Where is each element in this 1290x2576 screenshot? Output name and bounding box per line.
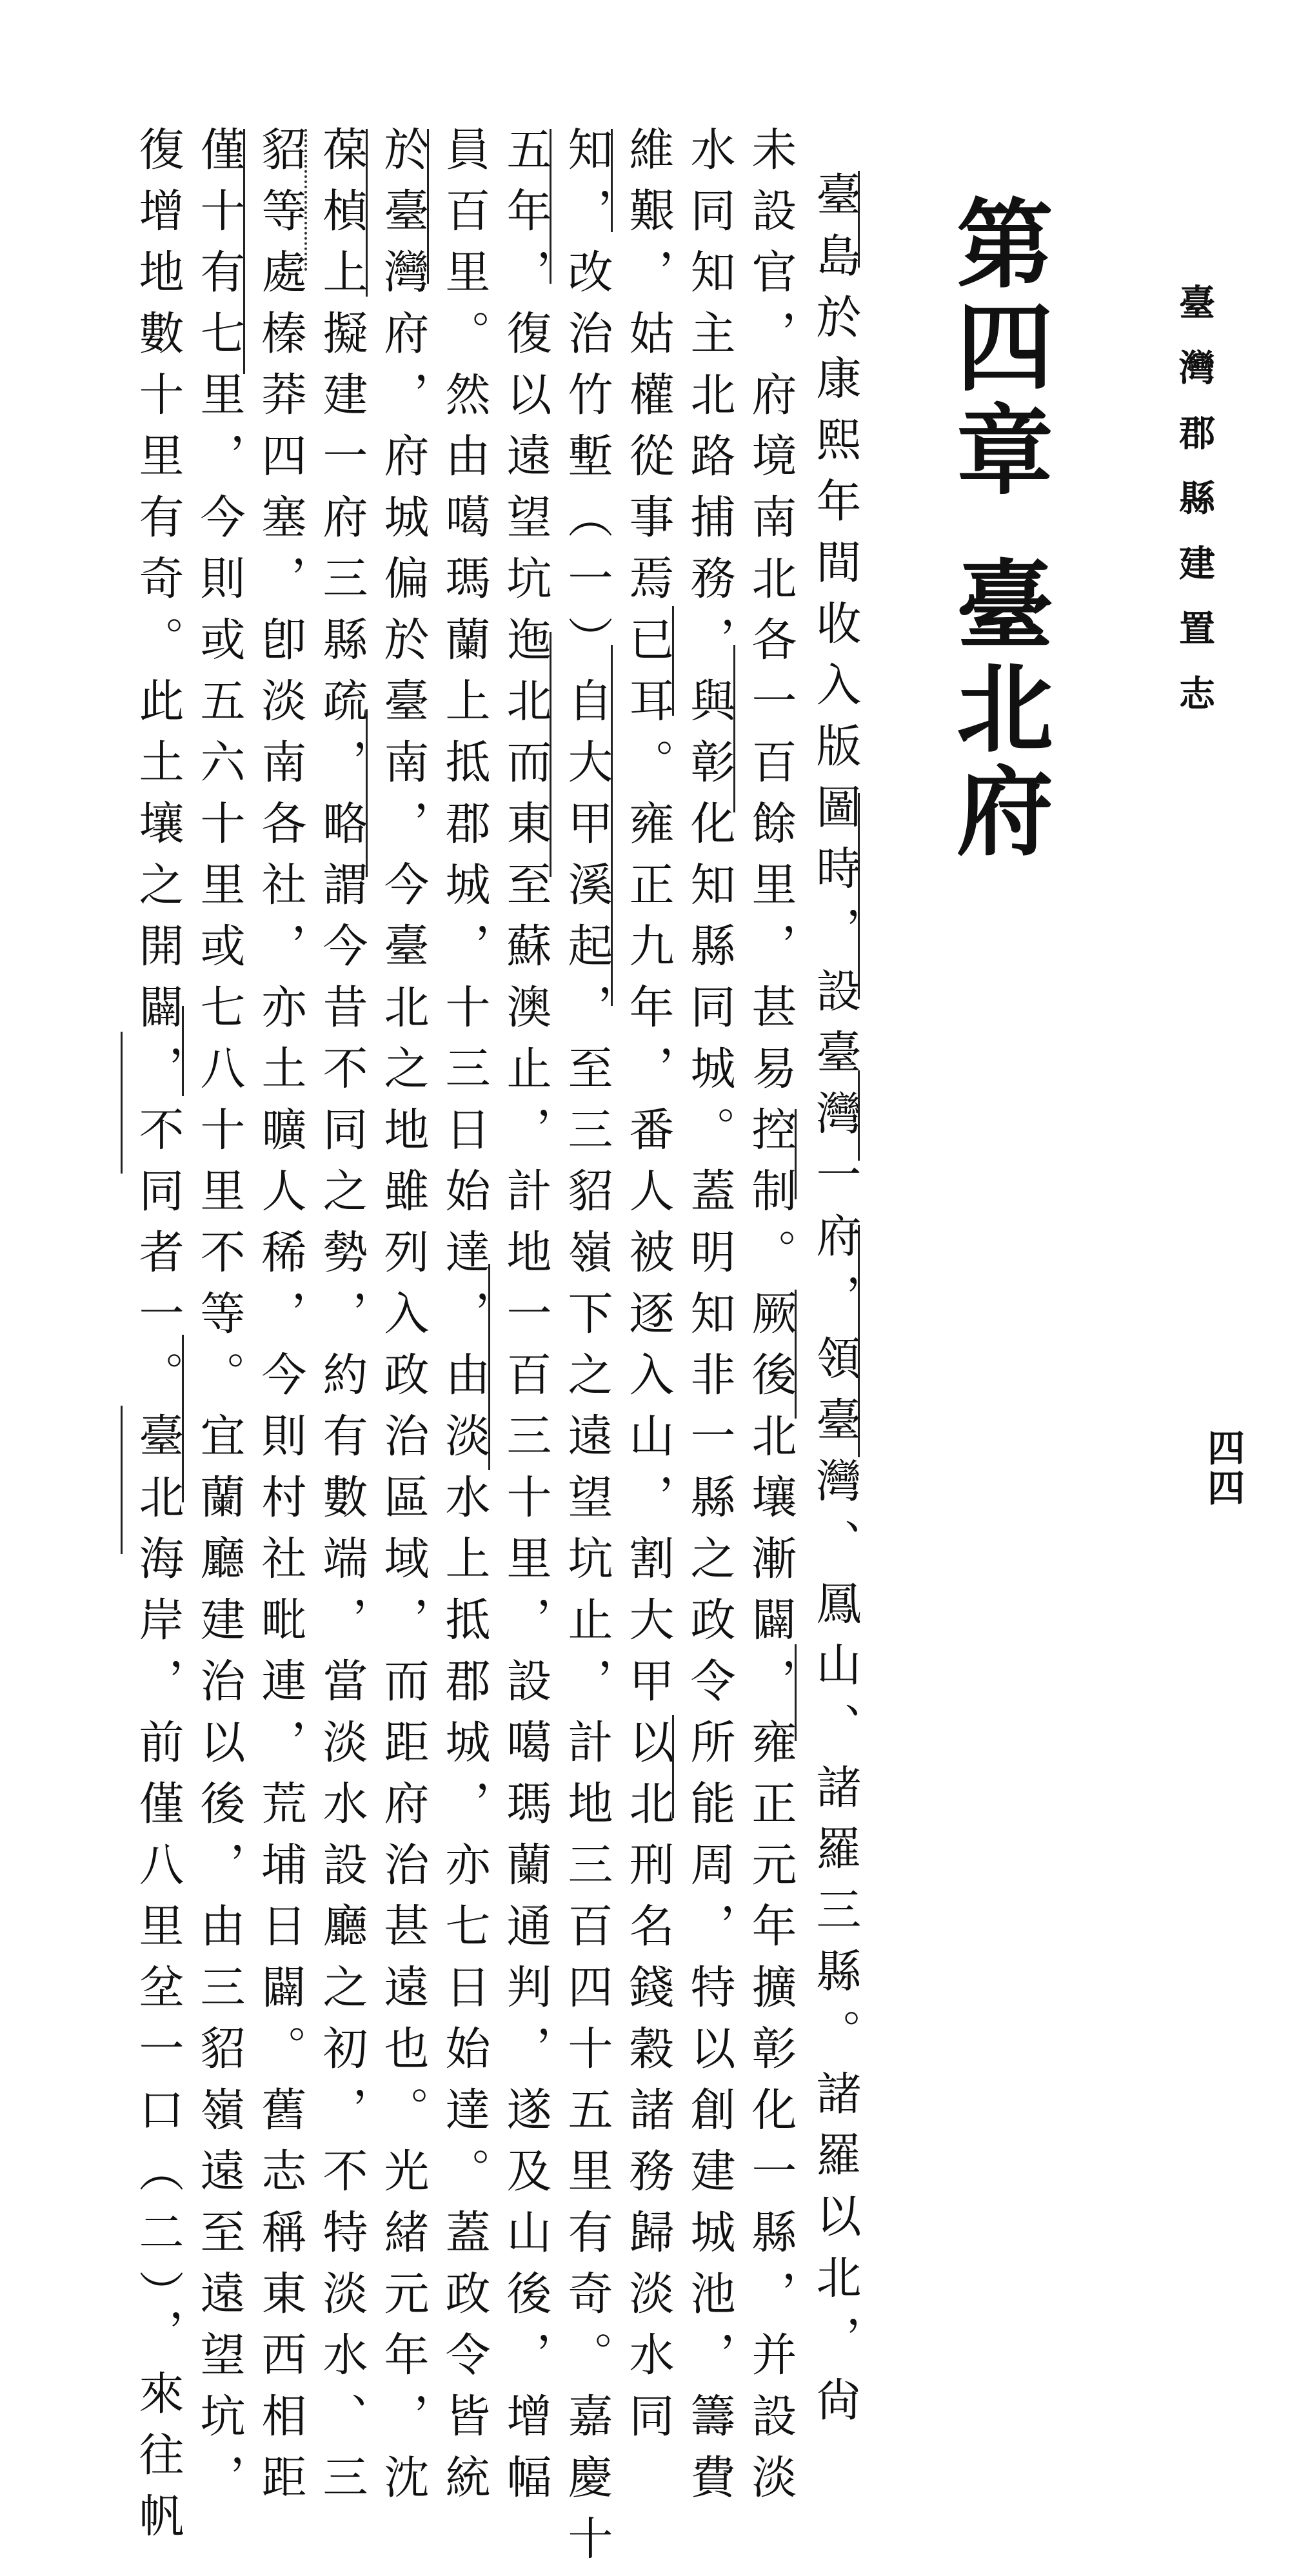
person-name-mark	[304, 129, 307, 271]
name-underline	[550, 632, 551, 877]
name-underline	[488, 1264, 490, 1470]
name-underline	[611, 645, 613, 1006]
text-column: 於臺灣府，府城偏於臺南，今臺北之地雖列入政治區域，而距府治甚遠也。光緒元年，沈	[377, 126, 430, 2515]
text-column: 員百里。然由噶瑪蘭上抵郡城，十三日始達，由淡水上抵郡城，亦七日始達。蓋政令皆統	[438, 126, 491, 2515]
name-underline	[672, 1715, 674, 1818]
name-underline	[182, 1006, 184, 1096]
name-underline	[733, 645, 735, 812]
name-underline	[858, 793, 860, 999]
name-underline	[121, 1406, 123, 1554]
chapter-name: 臺北府	[940, 555, 1053, 864]
running-header: 臺灣郡縣建置志	[1173, 284, 1216, 740]
text-column: 復增地數十里有奇。此土壤之開闢，不同者一。臺北海岸，前僅八里坌一口（二），來往帆	[132, 126, 184, 2553]
chapter-number: 第四章	[940, 193, 1053, 503]
text-column: 臺島於康熙年間收入版圖時，設臺灣一府，領臺灣、鳳山、諸羅三縣。諸羅以北，尙	[809, 171, 862, 2437]
text-column: 五年，復以遠望坑迤北而東至蘇澳止，計地一百三十里，設噶瑪蘭通判，遂及山後，增幅	[499, 126, 552, 2515]
name-underline	[795, 1290, 797, 1419]
name-underline	[427, 129, 429, 284]
text-column: 貂等處榛莽四塞，卽淡南各社，亦土曠人稀，今則村社毗連，荒埔日闢。舊志稱東西相距	[254, 126, 307, 2515]
name-underline	[550, 129, 551, 284]
name-underline	[611, 129, 613, 232]
name-underline	[121, 1032, 123, 1174]
chapter-heading	[929, 193, 1053, 864]
name-underline	[795, 1109, 797, 1199]
text-column: 維艱，姑權從事焉已耳。雍正九年，番人被逐入山，割大甲以北刑名錢穀諸務歸淡水同	[622, 126, 675, 2453]
name-underline	[795, 1644, 797, 1741]
name-underline	[858, 1225, 860, 1457]
text-column: 水同知主北路捕務，與彰化知縣同城。蓋明知非一縣之政令所能周，特以創建城池，籌費	[683, 126, 736, 2515]
name-underline	[672, 606, 674, 716]
name-underline	[243, 206, 245, 374]
name-underline	[182, 1335, 184, 1502]
text-column: 未設官，府境南北各一百餘里，甚易控制。厥後北壤漸闢，雍正元年擴彰化一縣，并設淡	[744, 126, 797, 2515]
text-column: 僅十有七里，今則或五六十里或七八十里不等。宜蘭廳建治以後，由三貂嶺遠至遠望坑，	[193, 126, 246, 2515]
name-underline	[366, 709, 368, 877]
text-column: 知，改治竹塹（一）自大甲溪起，至三貂嶺下之遠望坑止，計地三百四十五里有奇。嘉慶十	[561, 126, 613, 2576]
name-underline	[858, 171, 860, 268]
name-underline	[858, 1070, 860, 1161]
text-column: 葆楨上擬建一府三縣疏，略謂今昔不同之勢，約有數端，當淡水設廳之初，不特淡水、三	[315, 126, 368, 2515]
name-underline	[366, 129, 368, 297]
page-number: 四四	[1201, 1428, 1245, 1508]
